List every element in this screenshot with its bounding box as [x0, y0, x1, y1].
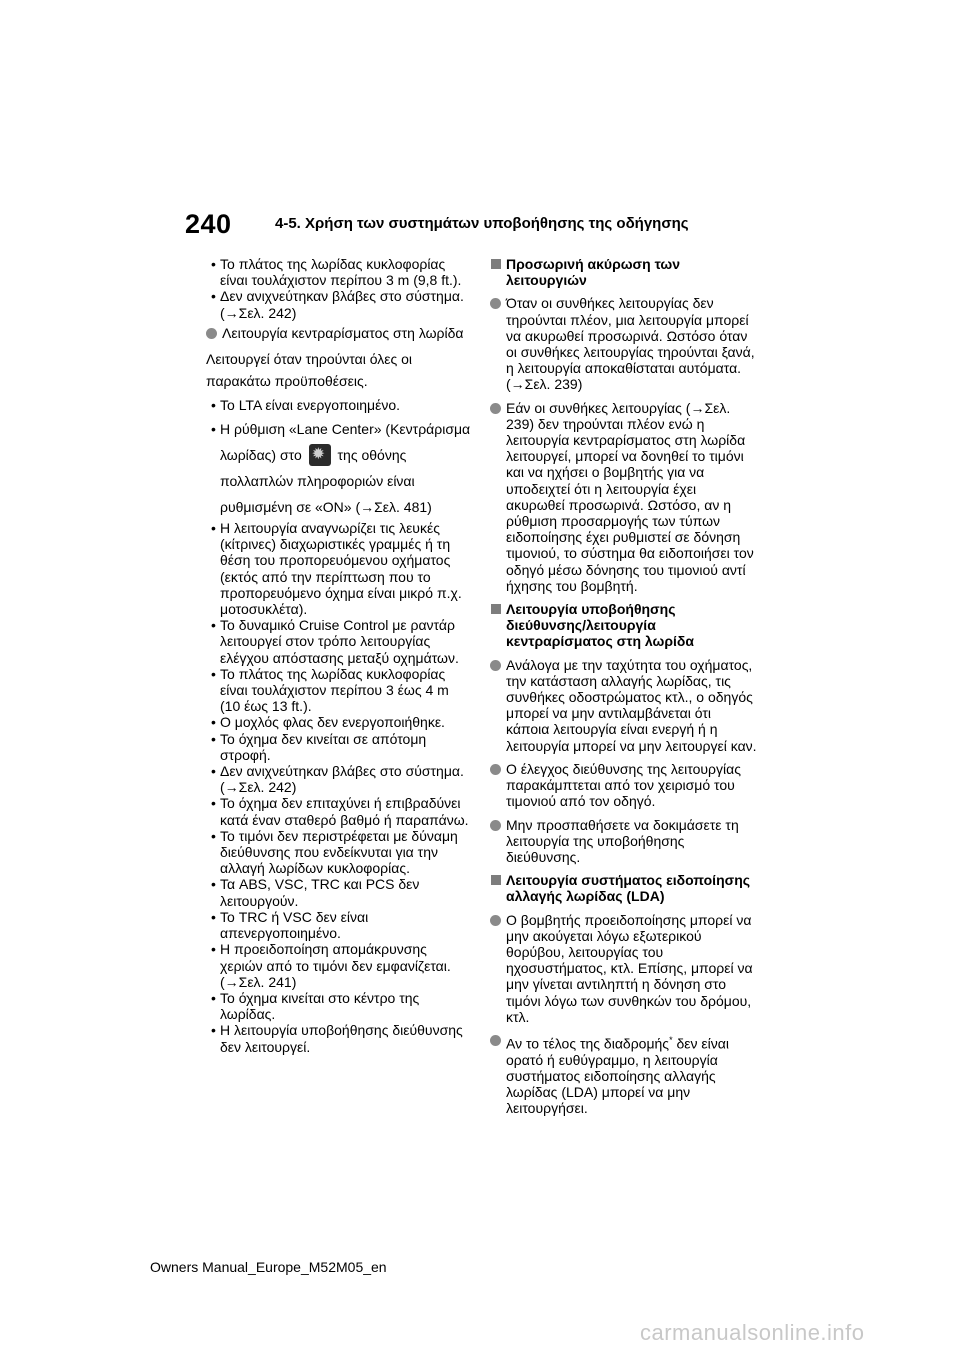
paragraph: Μην προσπαθήσετε να δοκιμάσετε τη λειτουργία της υποβοήθησης διεύθυνσης.: [490, 817, 758, 866]
square-bullet-icon: [491, 259, 501, 269]
gear-icon: [309, 444, 331, 466]
heading-lda: Λειτουργία συστήματος ειδοποίησης αλλαγής λωρίδας (LDA): [490, 872, 758, 904]
intro-text: Λειτουργεί όταν τηρούνται όλες οι παρακάτω προϋποθέσεις.: [206, 351, 413, 390]
list-item: • Δεν ανιχνεύτηκαν βλάβες στο σύστημα. (→Σελ. 242): [211, 763, 464, 796]
circle-bullet-icon: [490, 1035, 501, 1046]
list-item-lane-center: • Η ρύθμιση «Lane Center» (Κεντράρισμα λωρίδας) στο ✹ της οθόνης πολλαπλών πληροφοριών είναι ρυθμισμένη σε «ON» (→Σελ. 481): [206, 416, 472, 520]
list-item: • Η προειδοποίηση απομάκρυνσης χεριών από το τιμόνι δεν εμφανίζεται. (→Σελ. 241): [211, 941, 451, 990]
paragraph: Εάν οι συνθήκες λειτουργίας (→Σελ. 239) δεν τηρούνται πλέον ενώ η λειτουργία κεντραρίσματος στη λωρίδα λειτουργεί, μπορεί να δονηθεί το τιμόνι και να ηχήσει ο βομβητής για να υποδειχτεί ότι η λειτουργία έχει ακυρωθεί προσωρινά. Ωστόσο, αν η ρύθμιση προσαρμογής των τύπων ειδοποίησης έχει ρυθμιστεί σε δόνηση τιμονιού, το σύστημα θα ειδοποιήσει τον οδηγό μέσω δόνησης του τιμονιού αντί ήχησης του βομβητή.: [490, 400, 758, 594]
footer-text: Owners Manual_Europe_M52M05_en: [150, 1259, 387, 1275]
list-item: • Ο μοχλός φλας δεν ενεργοποιήθηκε.: [211, 714, 445, 731]
list-item: • Το όχημα δεν επιταχύνει ή επιβραδύνει κατά έναν σταθερό βαθμό ή παραπάνω.: [211, 795, 469, 828]
square-bullet-icon: [491, 875, 501, 885]
footnote-mark: *: [669, 1034, 673, 1045]
circle-bullet-icon: [490, 915, 501, 926]
list-item: • Η λειτουργία αναγνωρίζει τις λευκές (κίτρινες) διαχωριστικές γραμμές ή τη θέση του προπορευόμενου οχήματος (εκτός από την περίπτωση που το προπορευόμενο όχημα είναι μικρό π.χ. μοτοσυκλέτα).: [211, 520, 462, 618]
list-item: • Δεν ανιχνεύτηκαν βλάβες στο σύστημα. (→Σελ. 242): [211, 288, 464, 321]
square-bullet-icon: [491, 604, 501, 614]
list-item: • Τα ABS, VSC, TRC και PCS δεν λειτουργούν.: [211, 876, 420, 909]
list-item: • Η λειτουργία υποβοήθησης διεύθυνσης δεν λειτουργεί.: [211, 1022, 463, 1055]
circle-bullet-icon: [206, 328, 217, 339]
circle-bullet-icon: [490, 660, 501, 671]
heading-steering-assist: Λειτουργία υποβοήθησης διεύθυνσης/λειτουργία κεντραρίσματος στη λωρίδα: [490, 601, 758, 650]
list-item: • Το όχημα δεν κινείται σε απότομη στροφή.: [211, 730, 427, 763]
circle-bullet-icon: [490, 403, 501, 414]
circle-bullet-icon: [490, 820, 501, 831]
paragraph: Ανάλογα με την ταχύτητα του οχήματος, την κατάσταση αλλαγής λωρίδας, τις συνθήκες οδοστρώματος κτλ., ο οδηγός μπορεί να μην αντιλαμβάνεται ότι κάποια λειτουργία είναι ενεργή ή η λειτουργία μπορεί να μην λειτουργεί καν.: [490, 657, 758, 754]
list-item: • Το δυναμικό Cruise Control με ραντάρ λειτουργεί στον τρόπο λειτουργίας ελέγχου απόστασης μεταξύ οχημάτων.: [211, 617, 459, 666]
watermark: carmanualsonline.info: [640, 1320, 865, 1345]
paragraph: Ο βομβητής προειδοποίησης μπορεί να μην ακούγεται λόγω εξωτερικού θορύβου, λειτουργίας του ηχοσυστήματος, κτλ. Επίσης, μπορεί να μην γίνεται αντιληπτή η δόνηση στο τιμόνι λόγω των συνθηκών του δρόμου, κτλ.: [490, 912, 758, 1025]
circle-bullet-icon: [490, 764, 501, 775]
circle-bullet-icon: [490, 298, 501, 309]
list-item: • Το LTA είναι ενεργοποιημένο.: [211, 397, 401, 414]
paragraph: Όταν οι συνθήκες λειτουργίας δεν τηρούνται πλέον, μια λειτουργία μπορεί να ακυρωθεί προσωρινά. Ωστόσο όταν οι συνθήκες λειτουργίας τηρούνται ξανά, η λειτουργία αποκαθίσταται αυτόματα. (→Σελ. 239): [490, 295, 758, 392]
list-item: • Το όχημα κινείται στο κέντρο της λωρίδας.: [211, 989, 420, 1023]
heading-temporary-cancel: Προσωρινή ακύρωση των λειτουργιών: [490, 256, 758, 288]
left-column: [206, 256, 472, 1055]
list-item: • Το πλάτος της λωρίδας κυκλοφορίας είναι τουλάχιστον περίπου 3 έως 4 m (10 έως 13 ft.).: [211, 665, 449, 715]
list-item: • Το πλάτος της λωρίδας κυκλοφορίας είναι τουλάχιστον περίπου 3 m (9,8 ft.).: [211, 256, 462, 289]
page-number: 240: [185, 209, 232, 239]
list-item: • Το TRC ή VSC δεν είναι απενεργοποιημένο.: [211, 908, 369, 942]
paragraph: Ο έλεγχος διεύθυνσης της λειτουργίας παρακάμπτεται από τον χειρισμό του τιμονιού από τον οδηγό.: [490, 761, 758, 810]
right-column: [490, 256, 758, 1124]
lane-centering-heading: Λειτουργία κεντραρίσματος στη λωρίδα: [206, 325, 472, 341]
paragraph: Αν το τέλος της διαδρομής* δεν είναι ορατό ή ευθύγραμμο, η λειτουργία συστήματος ειδοποίησης αλλαγής λωρίδας (LDA) μπορεί να μην λειτουργήσει.: [490, 1032, 758, 1117]
section-title: 4-5. Χρήση των συστημάτων υποβοήθησης της οδήγησης: [275, 215, 689, 232]
list-item: • Το τιμόνι δεν περιστρέφεται με δύναμη διεύθυνσης που ενδείκνυται για την αλλαγή λωρίδων κυκλοφορίας.: [211, 827, 458, 877]
